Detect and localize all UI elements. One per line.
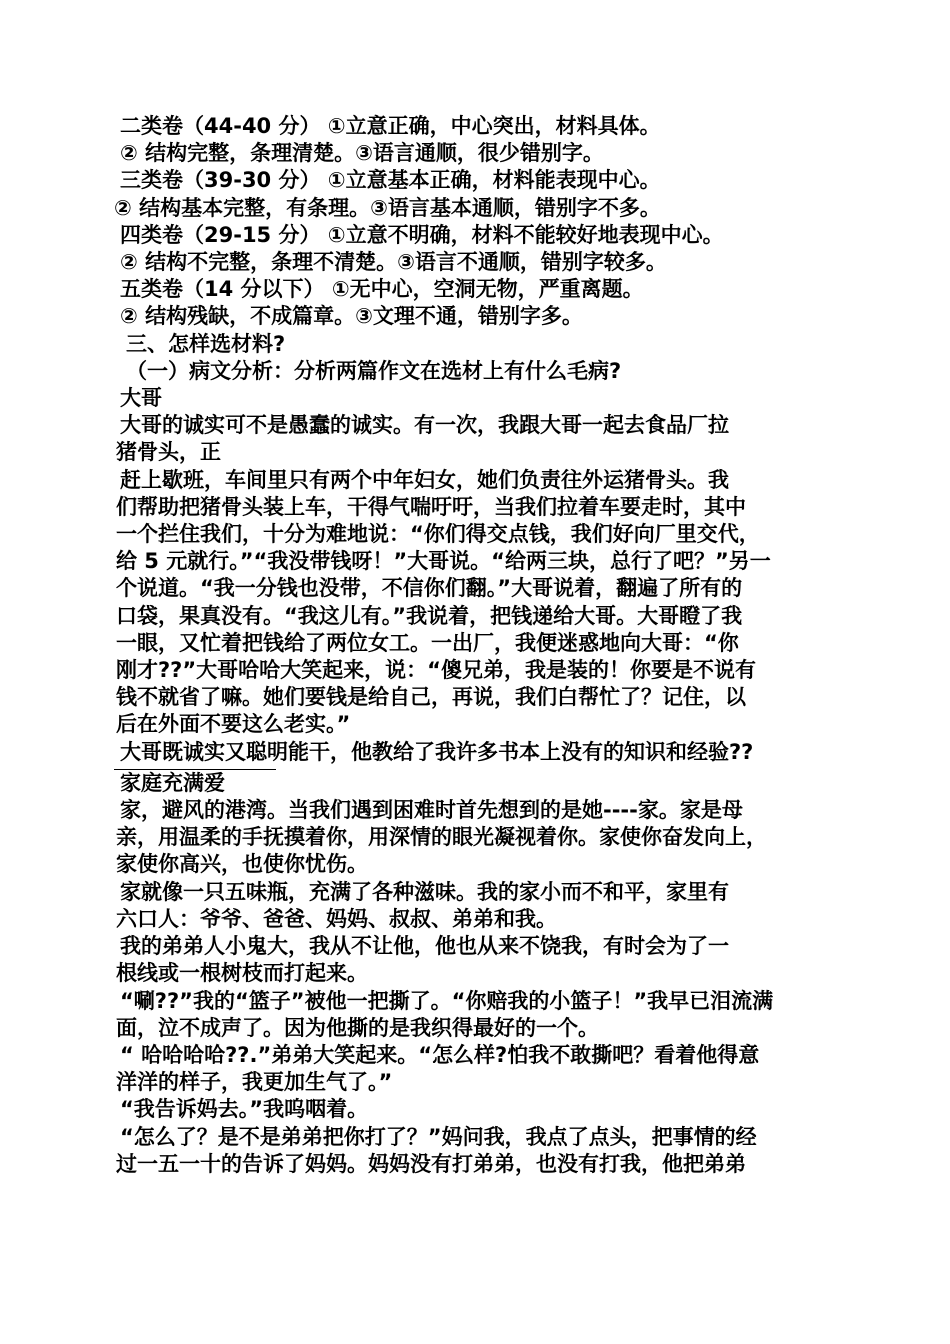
essay-one-line: 刚才??”大哥哈哈大笑起来，说：“傻兄弟，我是装的！你要是不说有: [116, 658, 756, 683]
essay-two-line: 六口人：爷爷、爸爸、妈妈、叔叔、弟弟和我。: [116, 906, 557, 931]
essay-two-line: 家就像一只五味瓶，充满了各种滋味。我的家小而不和平，家里有: [120, 879, 729, 904]
essay-two-line: 我的弟弟人小鬼大，我从不让他，他也从来不饶我，有时会为了一: [120, 934, 729, 959]
essay-two: [114, 770, 854, 1178]
essay-one-line: 们帮助把猪骨头装上车，干得气喘吁吁，当我们拉着车要走时，其中: [116, 494, 746, 519]
grade-four-line: 四类卷（29-15 分） ①立意不明确，材料不能较好地表现中心。: [120, 222, 724, 247]
grading-criteria: [114, 113, 854, 331]
essay-two-line: 洋洋的样子，我更加生气了。”: [116, 1070, 393, 1095]
essay-one-line: 赶上歇班，车间里只有两个中年妇女，她们负责往外运猪骨头。我: [120, 467, 729, 492]
essay-one-line: 猪骨头，正: [116, 440, 221, 465]
essay-one-title: 大哥: [120, 386, 162, 411]
grade-five-detail-line: ② 结构残缺，不成篇章。③文理不通，错别字多。: [120, 304, 583, 329]
essay-one-line: 一个拦住我们，十分为难地说：“你们得交点钱，我们好向厂里交代，: [116, 522, 760, 547]
essay-one: [114, 385, 854, 766]
essay-one-line: 钱不就省了嘛。她们要钱是给自己，再说，我们白帮忙了？记住，以: [116, 685, 746, 710]
essay-two-line: “唰??”我的“篮子”被他一把撕了。“你赔我的小篮子！”我早已泪流满: [120, 988, 774, 1013]
section-three-heading: 三、怎样选材料?: [126, 331, 286, 356]
essay-one-line: 大哥既诚实又聪明能干，他教给了我许多书本上没有的知识和经验??: [120, 739, 754, 764]
essay-two-line: “ 哈哈哈哈??.”弟弟大笑起来。“怎么样?怕我不敢撕吧？看着他得意: [120, 1042, 760, 1067]
essay-one-line: 个说道。“我一分钱也没带，不信你们翻。”大哥说着，翻遍了所有的: [116, 576, 743, 601]
grade-five-line: 五类卷（14 分以下） ①无中心，空洞无物，严重离题。: [120, 277, 644, 302]
document-page: [114, 113, 854, 1178]
essay-one-line: 大哥的诚实可不是愚蠢的诚实。有一次，我跟大哥一起去食品厂拉: [120, 413, 729, 438]
grade-four-detail-line: ② 结构不完整，条理不清楚。③语言不通顺，错别字较多。: [120, 250, 667, 275]
essay-two-line: “怎么了？是不是弟弟把你打了？”妈问我，我点了点头，把事情的经: [120, 1124, 757, 1149]
essay-two-line: 亲，用温柔的手抚摸着你，用深情的眼光凝视着你。家使你奋发向上，: [116, 825, 767, 850]
essay-two-line: “我告诉妈去。”我呜咽着。: [120, 1097, 369, 1122]
grade-two-detail-line: ② 结构完整，条理清楚。③语言通顺，很少错别字。: [120, 141, 604, 166]
essay-two-line: 过一五一十的告诉了妈妈。妈妈没有打弟弟，也没有打我，他把弟弟: [116, 1151, 746, 1176]
grade-three-line: 三类卷（39-30 分） ①立意基本正确，材料能表现中心。: [120, 168, 661, 193]
essay-one-line: 后在外面不要这么老实。”: [116, 712, 351, 737]
essay-one-line: 口袋，果真没有。“我这儿有。”我说着，把钱递给大哥。大哥瞪了我: [116, 603, 743, 628]
essay-two-line: 家，避风的港湾。当我们遇到困难时首先想到的是她----家。家是母: [120, 798, 743, 823]
essay-one-line: 给 5 元就行。”“我没带钱呀！”大哥说。“给两三块，总行了吧？”另一: [116, 549, 771, 574]
essay-two-title: 家庭充满爱: [120, 770, 225, 795]
essay-two-line: 家使你高兴，也使你忧伤。: [116, 852, 368, 877]
essay-two-line: 面，泣不成声了。因为他撕的是我织得最好的一个。: [116, 1015, 599, 1040]
essay-one-line: 一眼，又忙着把钱给了两位女工。一出厂，我便迷惑地向大哥：“你: [116, 630, 739, 655]
section-three-subheading: （一）病文分析：分析两篇作文在选材上有什么毛病?: [126, 358, 622, 383]
essay-two-line: 根线或一根树枝而打起来。: [116, 961, 368, 986]
grade-two-line: 二类卷（44-40 分） ①立意正确，中心突出，材料具体。: [120, 114, 661, 138]
grade-three-detail-line: ② 结构基本完整，有条理。③语言基本通顺，错别字不多。: [114, 195, 661, 220]
